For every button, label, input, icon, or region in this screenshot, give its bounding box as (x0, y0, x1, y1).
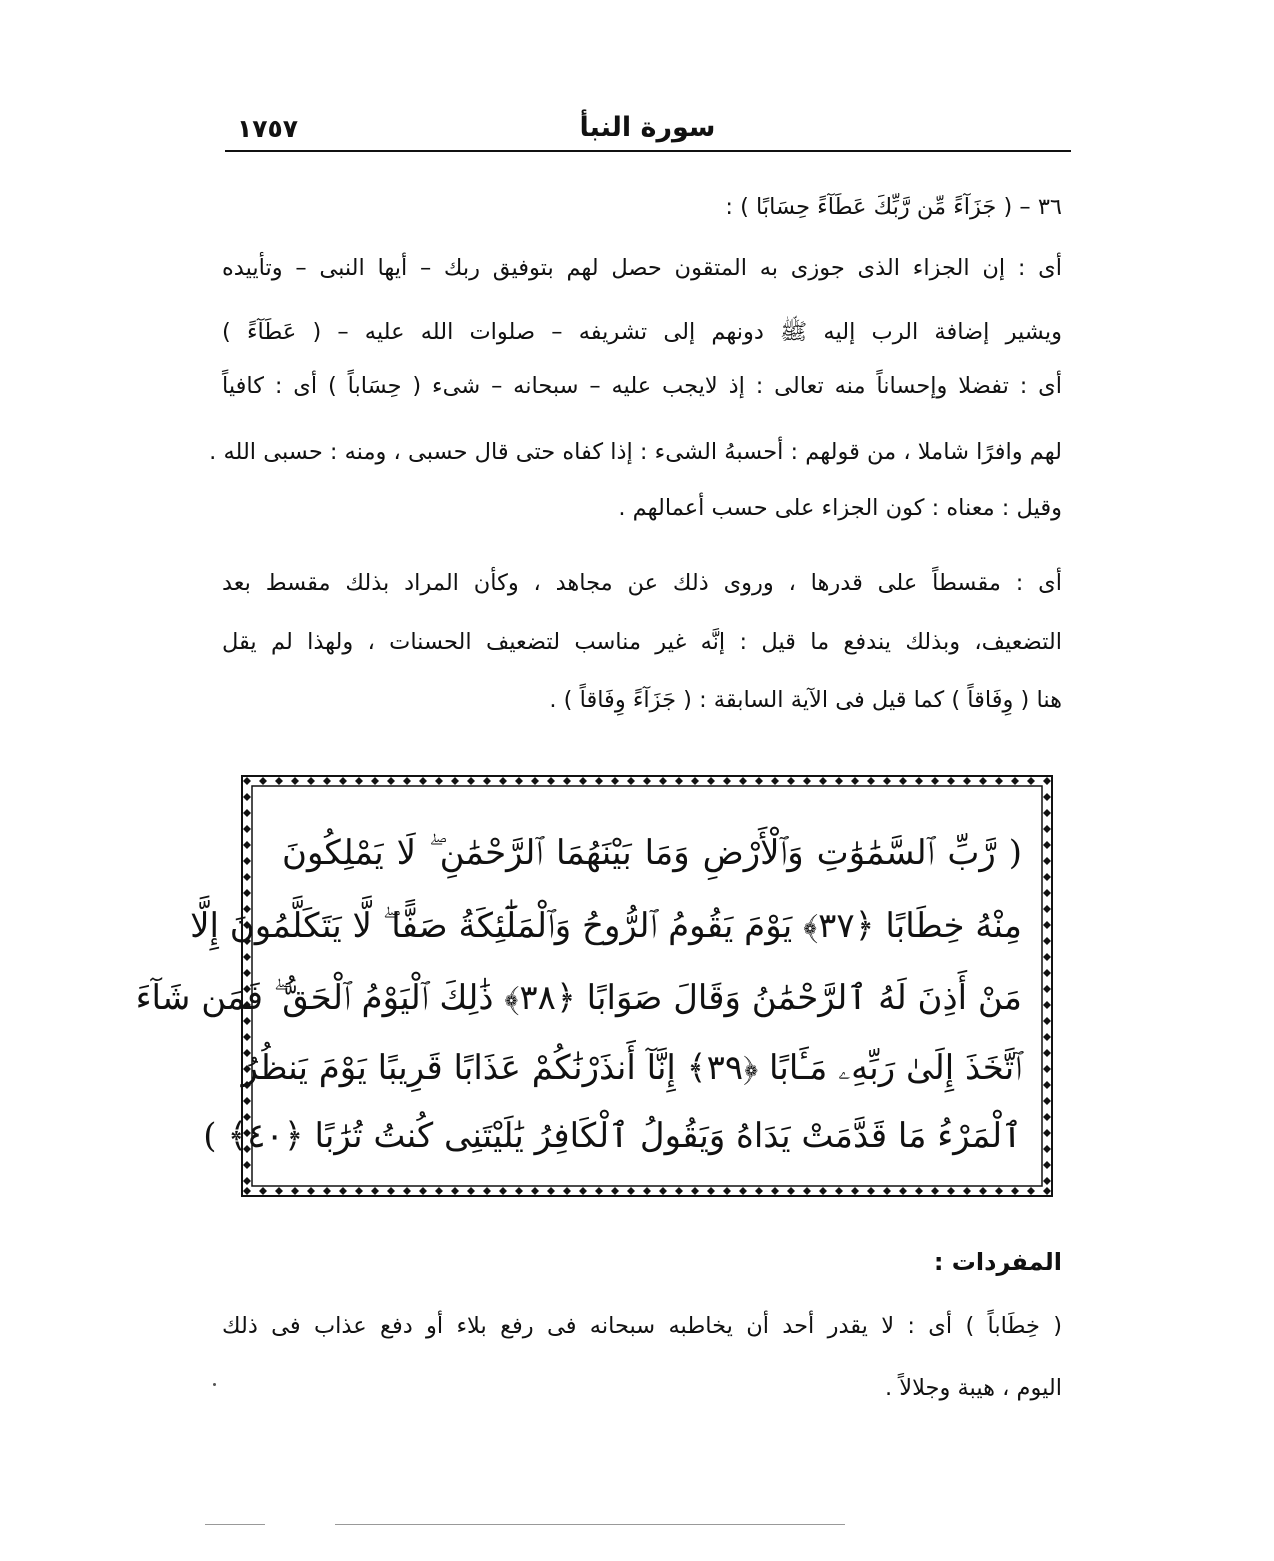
border-ornament (243, 841, 251, 849)
paragraph-1-line: أى : تفضلا وإحساناً منه تعالى : إذ لايجب عليه – سبحانه – شىء ( حِسَاباً ) أى : كافياً (222, 373, 1062, 399)
border-ornament (771, 777, 779, 785)
border-ornament (419, 777, 427, 785)
border-ornament (947, 777, 955, 785)
paragraph-1-line: وقيل : معناه : كون الجزاء على حسب أعمالهم . (618, 495, 1062, 521)
scan-speck (213, 1383, 216, 1386)
border-ornament (1043, 969, 1051, 977)
border-ornament (1043, 1113, 1051, 1121)
border-ornament (387, 777, 395, 785)
border-ornament (739, 1187, 747, 1195)
border-ornament (1043, 873, 1051, 881)
border-ornament (403, 1187, 411, 1195)
border-ornament (579, 777, 587, 785)
border-ornament (467, 777, 475, 785)
border-ornament (499, 777, 507, 785)
border-ornament (995, 777, 1003, 785)
border-ornament (515, 1187, 523, 1195)
border-ornament (1043, 1097, 1051, 1105)
border-ornament (723, 777, 731, 785)
border-ornament (1043, 841, 1051, 849)
verse-36-heading: ٣٦ – ( جَزَآءً مِّن رَّبِّكَ عَطَآءً حِسَابًا ) : (725, 194, 1062, 220)
border-ornament (787, 1187, 795, 1195)
quran-line: ٱتَّخَذَ إِلَىٰ رَبِّهِۦ مَـَٔابًا ﴿٣٩﴾ إِنَّآ أَنذَرْنَٰكُمْ عَذَابًا قَرِيبًا يَوْمَ يَنظُرُ (241, 1048, 1022, 1088)
border-ornament (883, 1187, 891, 1195)
border-ornament (275, 777, 283, 785)
paragraph-2-line: أى : مقسطاً على قدرها ، وروى ذلك عن مجاهد ، وكأن المراد بذلك مقسط بعد (222, 570, 1062, 596)
border-ornament (243, 1161, 251, 1169)
border-ornament (1043, 953, 1051, 961)
border-ornament (579, 1187, 587, 1195)
border-ornament (275, 1187, 283, 1195)
border-ornament (243, 793, 251, 801)
border-ornament (979, 777, 987, 785)
border-ornament (291, 777, 299, 785)
page-header (225, 108, 1070, 150)
paragraph-1-line: لهم وافرًا شاملا ، من قولهم : أحسبهُ الشىء : إذا كفاه حتى قال حسبى ، ومنه : حسبى الله . (209, 439, 1062, 465)
border-ornament (995, 1187, 1003, 1195)
vocabulary-heading: المفردات : (933, 1248, 1062, 1276)
border-ornament (547, 777, 555, 785)
border-ornament (531, 777, 539, 785)
border-ornament (339, 1187, 347, 1195)
border-ornament (803, 777, 811, 785)
border-ornament (1043, 825, 1051, 833)
border-ornament (243, 857, 251, 865)
border-ornament (883, 777, 891, 785)
border-ornament (819, 777, 827, 785)
border-ornament (659, 777, 667, 785)
border-ornament (307, 777, 315, 785)
border-ornament (1043, 809, 1051, 817)
border-ornament (851, 1187, 859, 1195)
border-ornament (1043, 937, 1051, 945)
paragraph-2-line: التضعيف، وبذلك يندفع ما قيل : إنَّه غير مناسب لتضعيف الحسنات ، ولهذا لم يقل (222, 629, 1062, 655)
border-ornament (899, 1187, 907, 1195)
border-ornament (675, 777, 683, 785)
border-ornament (867, 777, 875, 785)
scan-edge-mark (205, 1524, 265, 1525)
border-ornament (851, 777, 859, 785)
border-ornament (1043, 1017, 1051, 1025)
border-ornament (451, 1187, 459, 1195)
border-ornament (355, 777, 363, 785)
border-ornament (1043, 857, 1051, 865)
border-ornament (243, 889, 251, 897)
border-ornament (611, 1187, 619, 1195)
border-ornament (1011, 777, 1019, 785)
scan-edge-mark (335, 1524, 845, 1525)
border-ornament (595, 1187, 603, 1195)
border-ornament (1043, 921, 1051, 929)
border-ornament (643, 1187, 651, 1195)
border-ornament (243, 1177, 251, 1185)
border-ornament (755, 777, 763, 785)
border-ornament (499, 1187, 507, 1195)
border-ornament (739, 777, 747, 785)
border-ornament (931, 777, 939, 785)
border-ornament (707, 1187, 715, 1195)
border-ornament (947, 1187, 955, 1195)
border-ornament (723, 1187, 731, 1195)
border-ornament (531, 1187, 539, 1195)
border-ornament (1043, 1049, 1051, 1057)
border-ornament (435, 777, 443, 785)
border-ornament (1027, 1187, 1035, 1195)
border-ornament (547, 1187, 555, 1195)
border-ornament (1043, 793, 1051, 801)
border-ornament (483, 777, 491, 785)
border-ornament (403, 777, 411, 785)
quran-line: مِنْهُ خِطَابًا ﴿٣٧﴾ يَوْمَ يَقُومُ ٱلرُّوحُ وَٱلْمَلَٰٓئِكَةُ صَفًّا ۖ لَّا يَتَكَلَّمُونَ إِلَّا (190, 906, 1022, 946)
border-ornament (835, 777, 843, 785)
border-ornament (243, 873, 251, 881)
border-ornament (755, 1187, 763, 1195)
border-ornament (691, 1187, 699, 1195)
border-ornament (787, 777, 795, 785)
surah-title: سورة النبأ (579, 112, 716, 143)
border-ornament (323, 1187, 331, 1195)
border-ornament (323, 777, 331, 785)
border-ornament (259, 777, 267, 785)
border-ornament (979, 1187, 987, 1195)
border-ornament (771, 1187, 779, 1195)
border-ornament (371, 1187, 379, 1195)
border-ornament (803, 1187, 811, 1195)
border-ornament (243, 825, 251, 833)
border-ornament (963, 777, 971, 785)
border-ornament (1043, 1161, 1051, 1169)
paragraph-2-line: هنا ( وِفَاقاً ) كما قيل فى الآية السابقة : ( جَزَآءً وِفَاقاً ) . (549, 687, 1062, 713)
border-ornament (899, 777, 907, 785)
border-ornament (467, 1187, 475, 1195)
border-ornament (659, 1187, 667, 1195)
border-ornament (483, 1187, 491, 1195)
border-ornament (563, 777, 571, 785)
quran-line: ( رَّبِّ ٱلسَّمَٰوَٰتِ وَٱلْأَرْضِ وَمَا بَيْنَهُمَا ٱلرَّحْمَٰنِ ۖ لَا يَمْلِكُونَ (282, 833, 1022, 873)
border-ornament (259, 1187, 267, 1195)
border-ornament (451, 777, 459, 785)
border-ornament (243, 777, 251, 785)
border-ornament (915, 1187, 923, 1195)
header-divider (225, 150, 1071, 152)
border-ornament (307, 1187, 315, 1195)
border-ornament (243, 1187, 251, 1195)
border-ornament (435, 1187, 443, 1195)
border-ornament (1043, 777, 1051, 785)
border-ornament (243, 809, 251, 817)
border-ornament (1043, 1033, 1051, 1041)
border-ornament (1011, 1187, 1019, 1195)
border-ornament (707, 777, 715, 785)
border-ornament (243, 1097, 251, 1105)
border-ornament (1027, 777, 1035, 785)
border-ornament (563, 1187, 571, 1195)
border-ornament (371, 777, 379, 785)
paragraph-1-line: أى : إن الجزاء الذى جوزى به المتقون حصل لهم بتوفيق ربك – أيها النبى – وتأييده (222, 255, 1062, 281)
border-ornament (1043, 1129, 1051, 1137)
border-ornament (1043, 1187, 1051, 1195)
border-ornament (963, 1187, 971, 1195)
quran-line: ٱلْمَرْءُ مَا قَدَّمَتْ يَدَاهُ وَيَقُولُ ٱلْكَافِرُ يَٰلَيْتَنِى كُنتُ تُرَٰبًا ﴿٤٠﴾ ) (203, 1116, 1022, 1156)
border-ornament (675, 1187, 683, 1195)
quran-line: مَنْ أَذِنَ لَهُ ٱلرَّحْمَٰنُ وَقَالَ صَوَابًا ﴿٣٨﴾ ذَٰلِكَ ٱلْيَوْمُ ٱلْحَقُّ ۖ فَمَن شَآءَ (135, 978, 1022, 1018)
border-ornament (515, 777, 523, 785)
border-ornament (595, 777, 603, 785)
vocabulary-line: اليوم ، هيبة وجلالاً . (884, 1375, 1062, 1401)
border-ornament (819, 1187, 827, 1195)
border-ornament (915, 777, 923, 785)
border-ornament (387, 1187, 395, 1195)
border-ornament (1043, 1065, 1051, 1073)
border-ornament (627, 777, 635, 785)
page-number: ١٧٥٧ (237, 114, 299, 143)
border-ornament (243, 1033, 251, 1041)
border-ornament (355, 1187, 363, 1195)
border-ornament (867, 1187, 875, 1195)
border-ornament (419, 1187, 427, 1195)
border-ornament (611, 777, 619, 785)
border-ornament (691, 777, 699, 785)
border-ornament (1043, 1177, 1051, 1185)
border-ornament (627, 1187, 635, 1195)
border-ornament (1043, 985, 1051, 993)
border-ornament (931, 1187, 939, 1195)
border-ornament (643, 777, 651, 785)
border-ornament (1043, 1081, 1051, 1089)
border-ornament (339, 777, 347, 785)
border-ornament (1043, 905, 1051, 913)
border-ornament (1043, 1001, 1051, 1009)
border-ornament (291, 1187, 299, 1195)
vocabulary-line: ( خِطَاباً ) أى : لا يقدر أحد أن يخاطبه سبحانه فى رفع بلاء أو دفع عذاب فى ذلك (222, 1313, 1062, 1339)
border-ornament (243, 953, 251, 961)
border-ornament (1043, 1145, 1051, 1153)
border-ornament (835, 1187, 843, 1195)
paragraph-1-line: ويشير إضافة الرب إليه ﷺ دونهم إلى تشريفه – صلوات الله عليه – ( عَطَآءً ) (222, 319, 1062, 345)
border-ornament (1043, 889, 1051, 897)
